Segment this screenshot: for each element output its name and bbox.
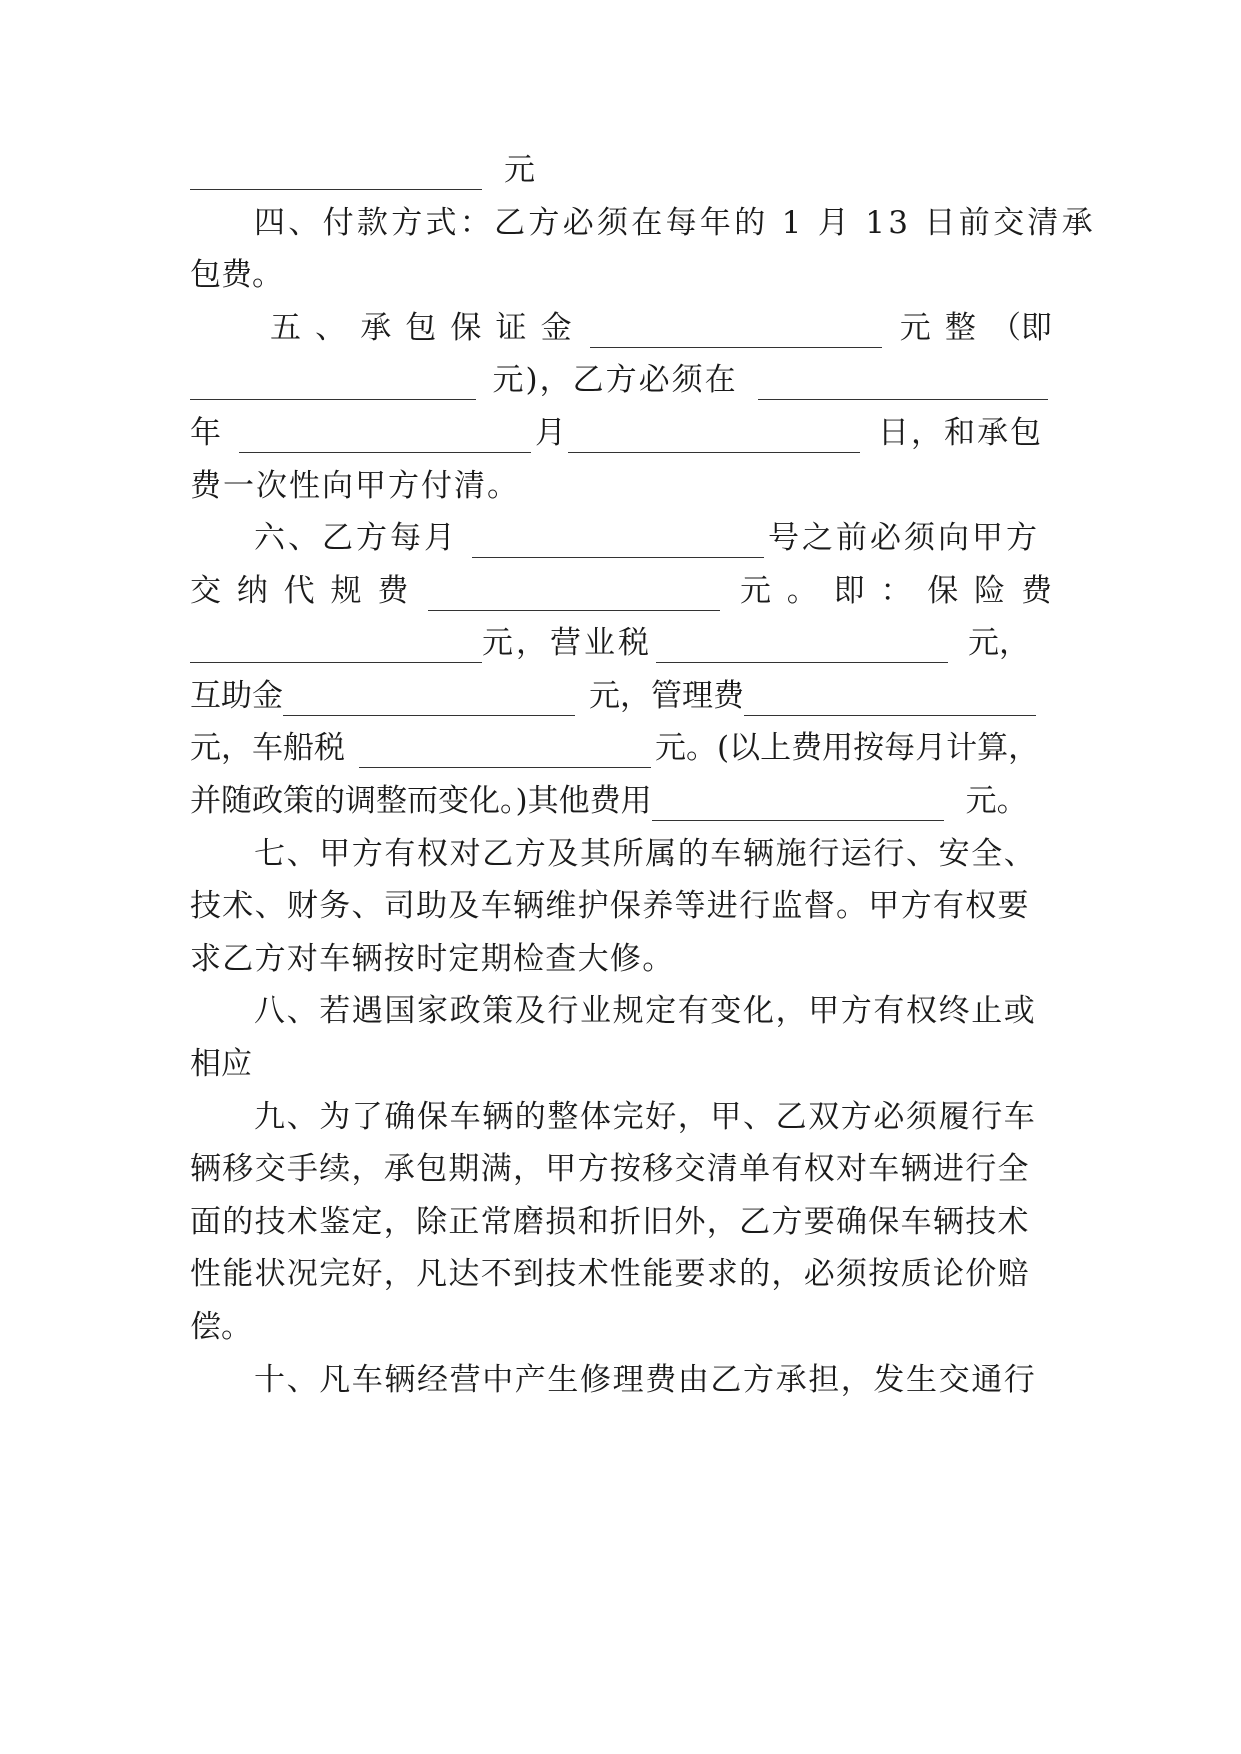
clause-4-continued: [190, 255, 1052, 295]
text: 承: [360, 310, 392, 346]
text: 相应: [190, 1046, 252, 1082]
text: 年: [190, 415, 221, 451]
text: 费: [1020, 573, 1052, 609]
text: 并随政策的调整而变化。)其他费用: [190, 783, 652, 819]
clause-8-line-2: [190, 1044, 1052, 1084]
text: 包: [405, 310, 437, 346]
text: 代: [283, 573, 315, 609]
text: 纳: [236, 573, 268, 609]
fill-blank: [590, 321, 882, 348]
fill-blank: [744, 689, 1036, 716]
text: 包费。: [190, 257, 283, 293]
text: 七、甲方有权对乙方及其所属的车辆施行运行、安全、: [254, 836, 1037, 872]
clause-6-line-3: [190, 623, 1052, 663]
fill-blank: [190, 636, 482, 663]
clause-9-line-4: [190, 1254, 1052, 1294]
clause-5-line-4: [190, 466, 1052, 506]
text: 交: [190, 573, 221, 609]
fill-blank: [190, 373, 476, 400]
clause-7-line-3: [190, 939, 1052, 979]
fill-blank: [359, 741, 651, 768]
clause-6-line-6: [190, 781, 1052, 821]
text: 保: [927, 573, 959, 609]
fill-blank: [283, 689, 575, 716]
text: 元，管理费: [589, 678, 744, 714]
clause-6-line-2: [190, 571, 1052, 611]
fill-blank: [190, 163, 482, 190]
text: 证: [495, 310, 527, 346]
text: 四、付款方式：乙方必须在每年的 1 月 13 日前交清承: [254, 205, 1096, 241]
text: 面的技术鉴定，除正常磨损和折旧外，乙方要确保车辆技术: [190, 1204, 1030, 1240]
text: 五: [270, 310, 301, 346]
text: 月: [535, 415, 566, 451]
text: 求乙方对车辆按时定期检查大修。: [190, 941, 675, 977]
fill-blank: [472, 531, 764, 558]
text: 险: [974, 573, 1006, 609]
text: 元，营业税: [482, 625, 652, 661]
clause-9-line-5: [190, 1307, 1052, 1347]
text: ：: [880, 573, 912, 609]
clause-6-line-4: [190, 676, 1052, 716]
text: 互助金: [190, 678, 283, 714]
text: 保: [450, 310, 482, 346]
fill-blank: [656, 636, 948, 663]
clause-5-line-2: [190, 360, 1052, 400]
text: 八、若遇国家政策及行业规定有变化，甲方有权终止或: [254, 993, 1037, 1029]
text: 金: [540, 310, 572, 346]
text: （即: [989, 310, 1052, 346]
text: 费一次性向甲方付清。: [190, 468, 520, 504]
line-amount-total: [190, 150, 1052, 190]
text: 、: [315, 310, 347, 346]
text: 元，: [968, 625, 1030, 661]
text: 。: [786, 573, 818, 609]
text: 元: [504, 152, 535, 188]
clause-7-line-2: [190, 886, 1052, 926]
text: 元: [899, 310, 931, 346]
clause-10-repairs: [254, 1360, 1116, 1400]
text: 即: [833, 573, 865, 609]
clause-4-payment-method: [254, 203, 1096, 243]
text: 号之前必须向甲方: [768, 520, 1040, 556]
text: 六、乙方每月: [254, 520, 458, 556]
text: 费: [377, 573, 409, 609]
text: 性能状况完好，凡达不到技术性能要求的，必须按质论价赔: [190, 1256, 1030, 1292]
fill-blank: [568, 426, 860, 453]
text: 日，和承包: [878, 415, 1043, 451]
text: 偿。: [190, 1309, 252, 1345]
clause-5-deposit: [270, 308, 1052, 348]
clause-5-line-3: [190, 413, 1052, 453]
fill-blank: [652, 794, 944, 821]
clause-9-line-3: [190, 1202, 1052, 1242]
text: 九、为了确保车辆的整体完好，甲、乙双方必须履行车: [254, 1099, 1037, 1135]
text: 规: [330, 573, 362, 609]
text: 元: [739, 573, 771, 609]
clause-8-policy: [254, 991, 1116, 1031]
text: 元。: [965, 783, 1028, 819]
fill-blank: [758, 373, 1048, 400]
clause-6-line-5: [190, 728, 1052, 768]
clause-9-line-2: [190, 1149, 1052, 1189]
text: 元。(以上费用按每月计算，: [655, 730, 1040, 766]
text: 辆移交手续，承包期满，甲方按移交清单有权对车辆进行全: [190, 1151, 1030, 1187]
text: 技术、财务、司助及车辆维护保养等进行监督。甲方有权要: [190, 888, 1030, 924]
fill-blank: [239, 426, 531, 453]
text: 整: [944, 310, 976, 346]
text: 十、凡车辆经营中产生修理费由乙方承担，发生交通行: [254, 1362, 1037, 1398]
text: 元，车船税: [190, 730, 345, 766]
clause-6-fees: [254, 518, 1116, 558]
clause-9-handover: [254, 1097, 1116, 1137]
fill-blank: [428, 584, 720, 611]
clause-7-supervision: [254, 834, 1064, 874]
text: 元)，乙方必须在: [492, 362, 738, 398]
